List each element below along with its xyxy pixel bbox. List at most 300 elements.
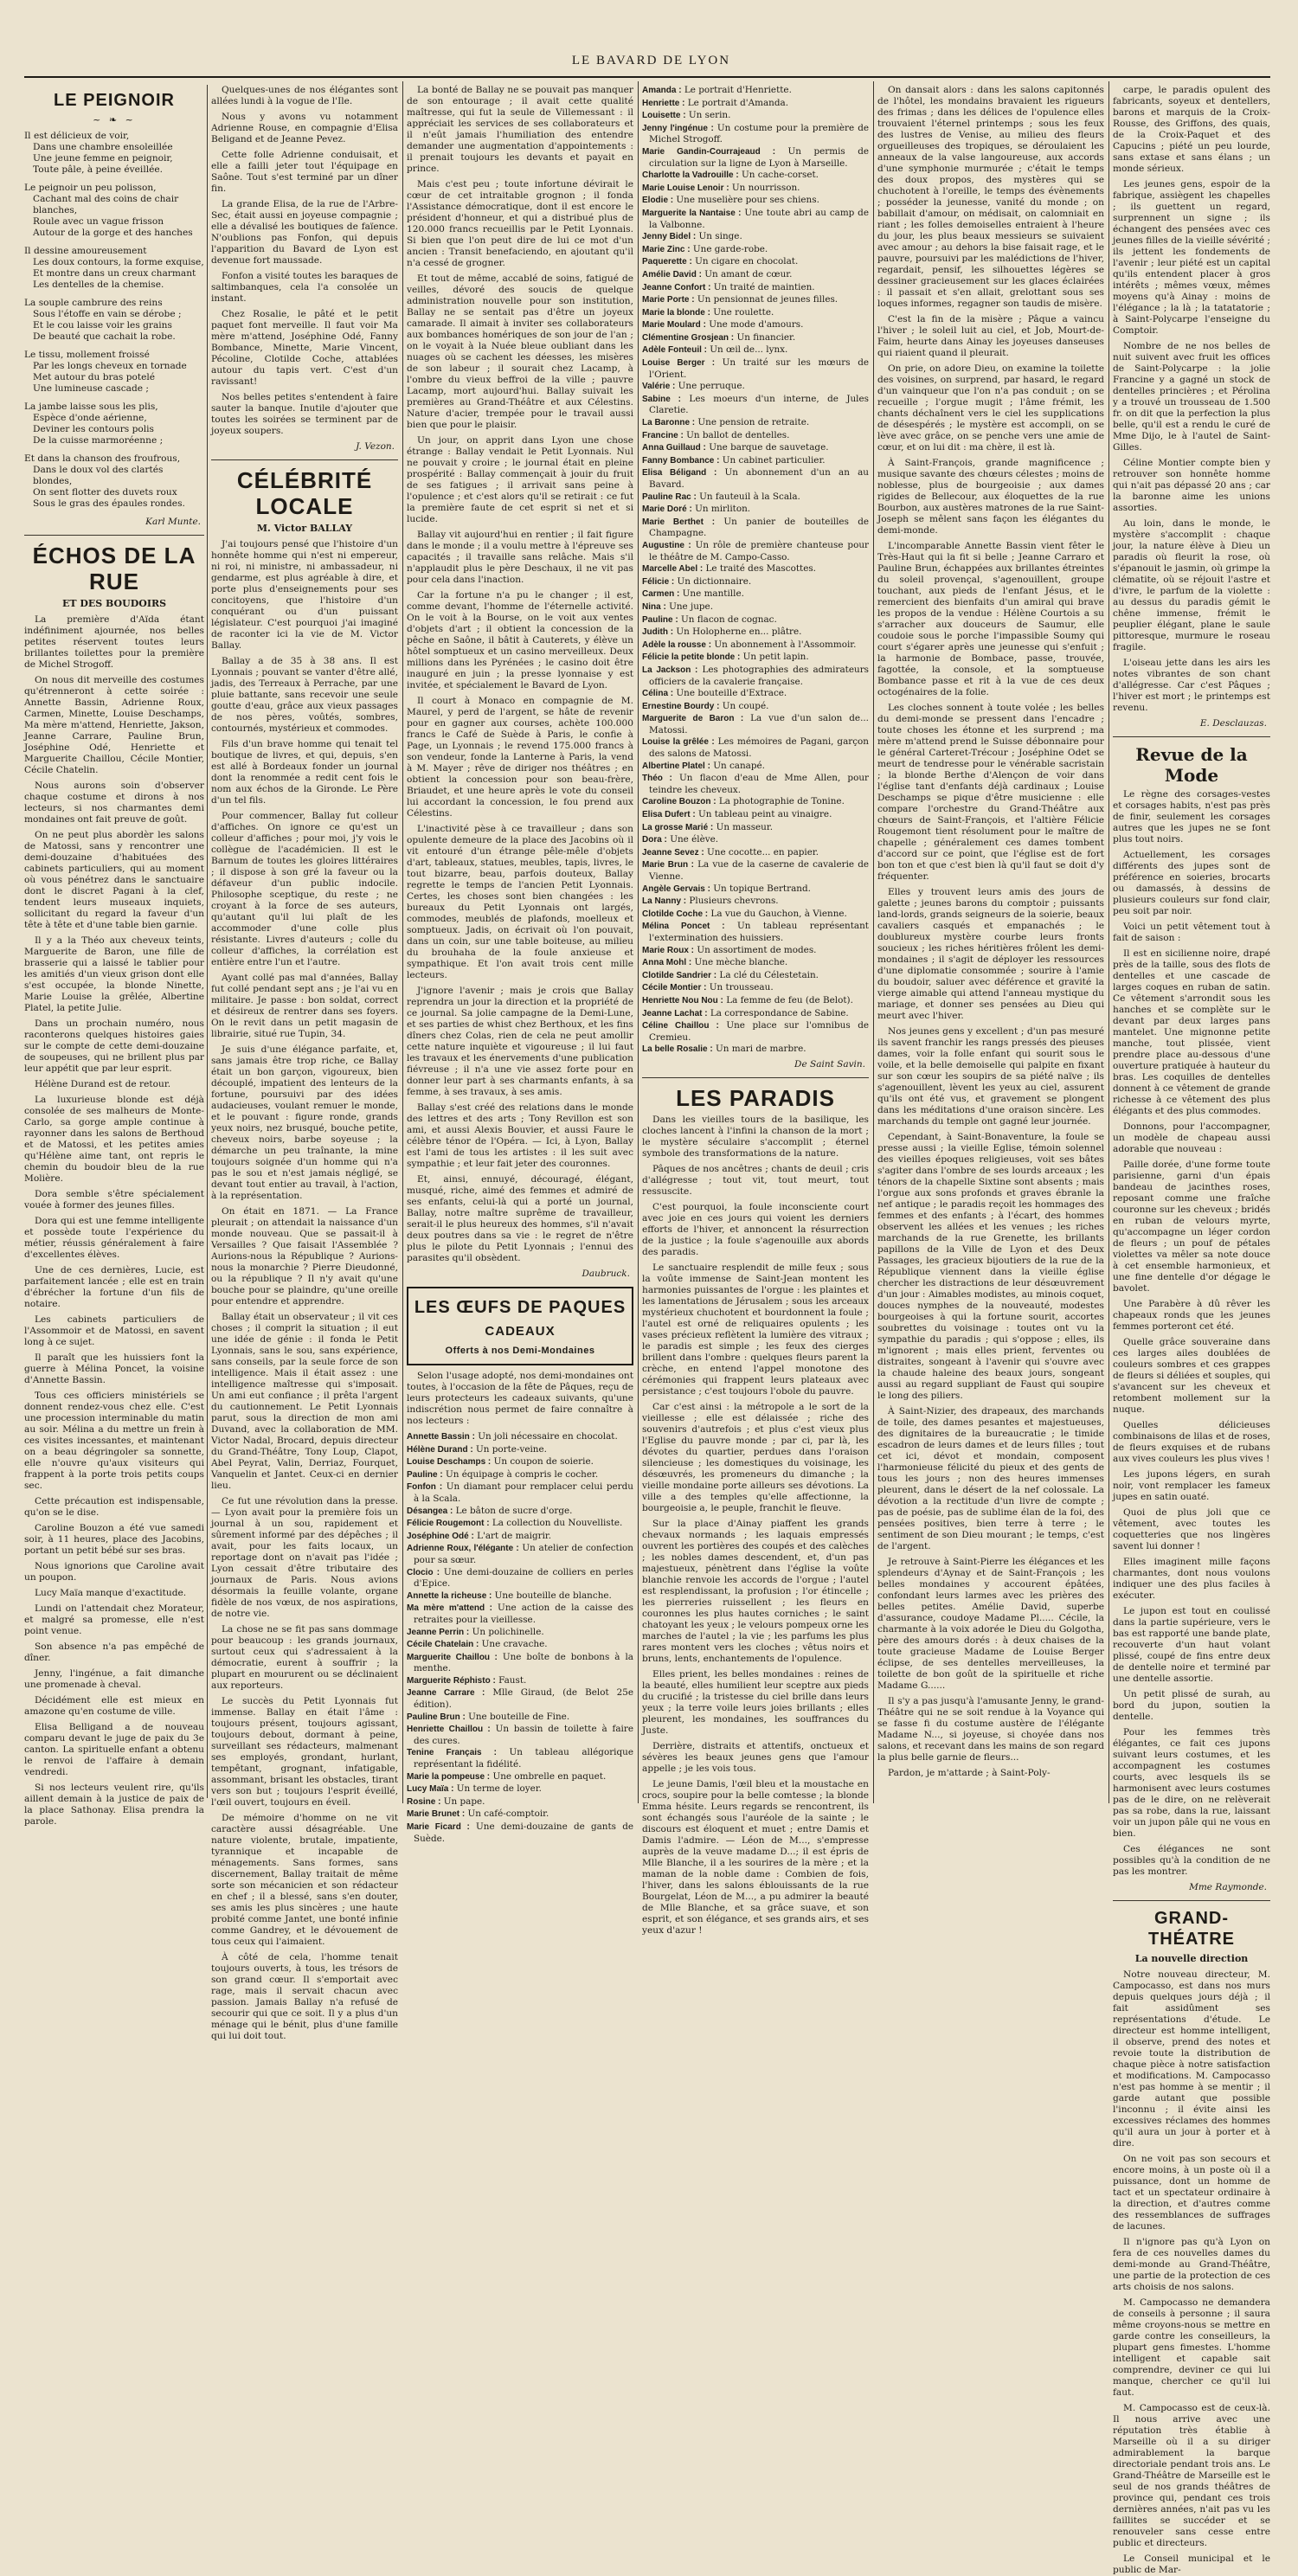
paragraph: Cette folle Adrienne conduisait, et elle a failli jeter tout l'équipage en Saône. Tout s'est terminé par un dîner fin.: [211, 150, 398, 194]
gift-description: Une jupe.: [665, 601, 714, 612]
paragraph: De mémoire d'homme on ne vit caractère aussi désagréable. Une nature violente, brutale, impatiente, tyrannique et incapable de ménagements. Sans formes, sans discernement, Ballay traitait de même sorte son mécanicien et son rédacteur en chef ; il a blessé, sans s'en douter, ses amis les plus sincères ; une haute probité comme Jantet, une bonté infinie comme Gandrey, et le dévouement de tous ceux qui l'aimaient.: [211, 1813, 398, 1947]
gift-description: Un abonnement d'un an au Bavard.: [649, 467, 869, 490]
paragraph: Le jeune Damis, l'œil bleu et la moustache en crocs, soupire pour la belle comtesse ; la blonde Emma hésite. Leurs regards se rencontrent, ils sont échangés sous l'auréole de la sainte ; le discours est éloquent et muet ; entre Damis et Damis l'admire. — Léon de M..., s'empresse auprès de la veuve madame D...; il est épris de Mlle Blanche, il a les sourires de la mère ; et la maman de la noble dame : Combien de fois, l'hiver, dans les salons éblouissants de la rue Bourgelat, Léon de M..., a pu admirer la beauté de Mlle Blanche, et sa grâce suave, et son esprit, et son élégance, et ses grands airs, et ses yeux d'azur !: [642, 1778, 869, 1936]
paragraph: Céline Montier compte bien y retrouver son honnête homme qui n'ait pas dépassé 20 ans ; car la baronne aime les unions assorties.: [1113, 458, 1270, 513]
paragraph: Les cabinets particuliers de l'Assommoir et de Matossi, en savent long à ce sujet.: [24, 1314, 204, 1347]
paragraph: Actuellement, les corsages différents des jupes sont de préférence en soieries, brocarts ou damassés, à dessins de plusieurs couleurs sur fond clair, peu soit par noir.: [1113, 850, 1270, 916]
paragraph: Jenny, l'ingénue, a fait dimanche une promenade à cheval.: [24, 1668, 204, 1690]
paragraph: Hélène Durand est de retour.: [35, 1079, 171, 1089]
gift-recipient: Augustine :: [642, 540, 691, 550]
gift-description: Le traité des Mascottes.: [703, 563, 816, 575]
gift-description: Une bouteille de blanche.: [492, 1590, 612, 1601]
gift-entry: [642, 146, 869, 169]
gift-recipient: Marguerite Chaillou :: [407, 1652, 498, 1662]
paragraph: Nous y avons vu notamment Adrienne Rouse, en compagnie d'Elisa Beligand et de Jeanne Pevez.: [211, 112, 398, 145]
paragraph: carpe, le paradis opulent des fabricants, soyeux et dentellers, barons et marquis de la Croix-Rousse, des Griffons, des quais, de la Croix-Paquet et des Capucins ; piété un peu lourde, sans extase et sans élans ; un monde sérieux.: [1113, 85, 1270, 174]
paragraph: Cependant, à Saint-Bonaventure, la foule se presse aussi ; la vieille Eglise, témoin solennel des vieilles époques religieuses, voit ses bâtes s'agiter dans l'ombre de ses lourds arceaux ; les ténors de la chapelle Sixtine sont absents ; mais l'orgue aux sons profonds et graves ébranle la nef antique ; le paradis reçoit les hommages des femmes et des enfants ; à l'écart, des hommes observent les allées et les venues ; les riches marchands de la rue Grenette, les brillants papillons de la Ville de Lyon et des Deux Passages, les gracieux bijoutiers de la rue de la République viennent dans la vieille église chercher les distractions de leur désœuvrement d'un jour : Aimables modistes, au minois coquet, douces nymphes de la nouveauté, modestes bourgeoises à qui la fortune sourit, accortes soubrettes du voisinage : toutes ont vu la sympathie du paradis ; qui s'oppose ; elles, ils m'ignorent ; mais elles prient, ferventes ou distraites, songeant à l'avenir qui s'ouvre avec la chaude haleine des beaux jours, songeant aussi au regard suppliant de Faust qui soupire le long des piliers.: [877, 1132, 1104, 1401]
gift-description: Un terme de loyer.: [453, 1783, 542, 1795]
gift-recipient: Elisa Béligand :: [642, 468, 717, 479]
gift-entry: [642, 504, 869, 516]
gift-entry: [642, 1008, 869, 1020]
gift-description: La clé du Célestetain.: [716, 969, 819, 980]
gift-recipient: Albertine Platel :: [642, 761, 710, 771]
gift-recipient: La Nanny :: [642, 896, 687, 907]
paragraph: Lundi on l'attendait chez Morateur, et malgré sa promesse, elle n'est point venue.: [24, 1603, 204, 1636]
gift-entry: [642, 982, 869, 994]
paragraph: Cette précaution est indispensable, qu'on se le dise.: [24, 1496, 204, 1518]
gift-recipient: Sabine :: [642, 394, 682, 404]
echos-subtitle: ET DES BOUDOIRS: [61, 598, 167, 609]
gift-recipient: Amélie David :: [642, 269, 702, 279]
gift-recipient: Joséphine Odé :: [407, 1531, 474, 1541]
gift-description: Une mèche blanche.: [691, 957, 788, 968]
gift-recipient: Louise Deschamps :: [407, 1457, 492, 1468]
paragraph: Il est en sicilienne noire, drapé près de la taille, sous des flots de dentelles et une cascade de larges coques en ruban de satin. Ce vêtement s'arrondit sous les hanches et se complète sur le devant par deux larges pans mantelet. Une mignonne petite manche, tout plissée, vient prendre place au-dessous d'une ouverture pratiquée à hauteur du bras. Les coquilles de dentelles donnent à ce vêtement de grande richesse à ce vêtement des plus élégants et des plus commodes.: [1113, 948, 1270, 1116]
poem-line: Les doux contours, la forme exquise,: [33, 257, 204, 267]
gift-description: Un traité de maintien.: [710, 281, 815, 292]
gift-entry: [642, 442, 869, 454]
oeufs-intro: Selon l'usage adopté, nos demi-mondaines ont toutes, à l'occasion de la fête de Pâques, reçu de leurs protecteurs les cadeaux suivants, qu'une indiscrétion nous permet de faire connaître à nos lecteurs :: [407, 1371, 633, 1426]
paragraph: Quelques-unes de nos élégantes sont allées lundi à la vogue de l'Ile.: [211, 85, 398, 106]
gift-description: Une roulette.: [710, 306, 774, 318]
vacances-signature: J. Vezon.: [356, 441, 395, 452]
gift-entry: [407, 1796, 633, 1808]
poem-line: Une lumineuse cascade ;: [33, 383, 149, 394]
gift-description: Un trousseau.: [706, 982, 774, 993]
paradis-signature: E. Desclauzas.: [1199, 718, 1267, 729]
paragraph: J'ignore l'avenir ; mais je crois que Ballay reprendra un jour la direction et la propriété de ce journal. Sa jolie campagne de la Demi-Lune, et ses parties de whist chez Berthoux, et les fins dîners chez Colas, rien de cela ne peut amollir cette nature inquiète et vigoureuse ; il lui faut les travaux et les énervements d'une publication fiévreuse ; il n'a une vie assez forte pour en donner leur part à ses charmants enfants, à sa femme, à ses travaux, à ses amis.: [407, 986, 633, 1097]
paragraph: Elisa Belligand a de nouveau comparu devant le juge de paix du 3e canton. La spirituelle enfant a obtenu le renvoi de l'affaire à demain vendredi.: [24, 1722, 204, 1777]
gift-entry: [642, 701, 869, 713]
paragraph: Il n'ignore pas qu'à Lyon on fera de ces nouvelles dames du demi-monde au Grand-Théâtre, une partie de la protection de ces arts choisis de nos salons.: [1113, 2237, 1270, 2292]
paragraph: Ballay vit aujourd'hui en rentier ; il fait figure dans le monde ; il a voulu mettre à l'épreuve ses capacités ; il travaille sans relâche. Mais s'il n'applaudit plus le père Deschaux, il ne vit pas pour cela dans l'inaction.: [407, 530, 633, 585]
gift-recipient: Louise Berger :: [642, 358, 716, 369]
gift-recipient: Marie Gandin-Courrajeaud :: [642, 146, 776, 157]
gift-description: Le portrait d'Amanda.: [684, 97, 789, 108]
paragraph: On dansait alors : dans les salons capitonnés de l'hôtel, les mondains bravaient les rigueurs des frimas ; dans les délices de l'opulence elles trouvaient l'éternel printemps ; sous les feux des lustres de Venise, au milieu des fleurs orgueilleuses des tropiques, se déroulaient les anneaux de la valse langoureuse, aux accords d'une symphonie murmurée ; c'était le temps des doux propos, des mystères qui se chuchotent à l'oreille, le temps des évènements ; posséder la jeunesse, vanité du monde ; on babillait d'amour, on médisait, on calomniait en riant ; les folles demoiselles entraient à l'heure du jour, les plus beaux messieurs se suivaient avec amour ; au dehors la bise faisait rage, et le pauvre, poursuivi par les malédictions de l'hiver, regardait, pensif, les silhouettes légères se dessiner gracieusement sur les glaces éclairées : il passait et s'en allait, grelottant sous ses loques informes, regagner son taudis de misère.: [877, 85, 1104, 309]
poem-line: Par les longs cheveux en tornade: [33, 361, 187, 371]
gift-entry: [642, 319, 869, 331]
divider: [211, 459, 398, 460]
paradis-lead-out: Pardon, je m'attarde ; à Saint-Poly-: [888, 1768, 1051, 1778]
gift-recipient: Marie Louise Lenoir :: [642, 183, 729, 193]
gift-recipient: Marie Doré :: [642, 504, 692, 515]
vacances-body: [211, 85, 398, 437]
celebrite-signature: Daubruck.: [582, 1269, 630, 1279]
gift-description: La vue de la caserne de cavalerie de Vienne.: [649, 859, 869, 882]
paragraph: Ayant collé pas mal d'années, Ballay fut collé pendant sept ans ; je l'ai vu en militaire. Je passe : bon soldat, correct et désireux de rentrer dans ses foyers. On le revit dans un petit magasin de librairie, situé rue Tupin, 34.: [211, 973, 398, 1039]
gift-recipient: Hélène Durand :: [407, 1444, 473, 1455]
gift-recipient: Jeanne Perrin :: [407, 1627, 470, 1637]
gift-recipient: Charlotte la Vadrouille :: [642, 170, 739, 181]
gift-entry: [642, 970, 869, 982]
gift-entry: [642, 256, 869, 268]
gift-recipient: Henriette Chaillou :: [407, 1725, 491, 1735]
gift-entry: [642, 809, 869, 821]
gift-recipient: Fanny Bombance :: [642, 455, 720, 466]
oeufs-gift-list: [407, 1431, 633, 1844]
oeufs-header-frame: [407, 1287, 633, 1365]
poem-line: Une jeune femme en peignoir,: [33, 153, 173, 164]
gift-recipient: Désangea :: [407, 1506, 453, 1516]
gift-entry: [642, 467, 869, 490]
gift-recipient: Marie Roux :: [642, 945, 695, 955]
gift-recipient: Louisette :: [642, 111, 686, 121]
gift-entry: [642, 231, 869, 243]
paragraph: Car c'est ainsi : la métropole a le sort de la vieillesse ; elle est délaissée ; riche des souvenirs d'autrefois ; et plus c'est vieux plus l'Eglise du pauvre monde ; par ci, par là, les dévotes du quartier, perdues dans l'oraison silencieuse ; les domestiques du voisinage, les désœuvrés, les promeneurs du dimanche ; la vieille mondaine porte ailleurs ses dévotions. La ville a des temples qu'elle affectionne, la bourgeoisie a, le peuple, franchit le fleuve.: [642, 1401, 869, 1513]
gift-recipient: Annette la richeuse :: [407, 1590, 492, 1601]
paragraph: Tous ces officiers ministériels se donnent rendez-vous chez elle. C'est une procession interminable du matin au soir. Mélina a du mettre un frein à ces visites incessantes, et maintenant on a beau dégringoler sa sonnette, elle n'ouvre qu'aux visiteurs qui frappent à la porte trois petits coups sec.: [24, 1391, 204, 1491]
gift-recipient: Elodie :: [642, 196, 674, 206]
gift-entry: [407, 1724, 633, 1746]
poem-line: Roule avec un vague frisson: [33, 216, 164, 227]
gift-entry: [642, 357, 869, 380]
gift-recipient: Marie Berthet :: [642, 517, 716, 527]
gift-entry: [642, 282, 869, 294]
poem-line: Cachant mal des coins de chair blanches,: [33, 194, 179, 215]
gift-entry: [642, 945, 869, 957]
gift-description: Une demi-douzaine de colliers en perles d'Epice.: [414, 1566, 633, 1590]
gift-recipient: Pauline :: [642, 614, 678, 625]
gift-recipient: Pauline Rac :: [642, 491, 697, 502]
gift-description: Un coupé.: [719, 700, 769, 711]
gift-description: Une muselière pour ses chiens.: [673, 195, 819, 206]
mode-signature: Mme Raymonde.: [1189, 1882, 1267, 1892]
gift-recipient: Mélina Poncet :: [642, 922, 725, 932]
gift-entry: [642, 883, 869, 896]
gift-description: Un café-comptoir.: [465, 1808, 549, 1820]
gift-recipient: Cécile Montier :: [642, 983, 707, 993]
gift-recipient: La Baronne :: [642, 418, 696, 428]
gift-description: Un nourrisson.: [729, 182, 800, 193]
paragraph: Un petit plissé de surah, au bord du jupon, soutien la dentelle.: [1113, 1689, 1270, 1722]
oeufs-subtitle-2: Offerts à nos Demi-Mondaines: [445, 1346, 595, 1356]
gift-entry: [642, 307, 869, 319]
gift-entry: [642, 430, 869, 442]
gift-recipient: Dora :: [642, 835, 667, 845]
gift-recipient: Jenny l'ingénue :: [642, 123, 714, 133]
poem-line: Les dentelles de la chemise.: [33, 279, 164, 290]
paragraph: Quelle grâce souveraine dans ces larges ailes doublées de couleurs sombres et ces grappes de fleurs si déliées et souples, qui s'avancent sur les cheveux et retombent mollement sur la nuque.: [1113, 1337, 1270, 1415]
paragraph: Je retrouve à Saint-Pierre les élégances et les splendeurs d'Aynay et de Saint-François ; les belles mondaines y accourent épâtées, confondant leurs larmes avec les prières des belles petites. Amélie David, superbe d'assurance, coudoye Madame Pl..... Cécile, la charmante à la voix adorée le Dieu du Golgotha, père des amours dorés : à deux chaises de la toute gracieuse Madame de Louise Berger éclipse, de ses dentelles merveilleuses, la toilette de bon goût de la spirituelle et riche Madame G......: [877, 1557, 1104, 1691]
paragraph: À Saint-Nizier, des drapeaux, des marchands de toile, des dames pesantes et majestueuses, des dignitaires de la bureaucratie ; le timide escadron de leurs dames et de leurs filles ; tout cet ici, dévot et mondain, composent l'harmonieuse félicité du pieux et des gents de tous les jours ; non des heures immenses pleurent, dans le désert de la nef colossale. La dévotion a la rectitude d'un livre de compte ; pas de poésie, pas de sublime élan de la foi, des pensées positives, bien terre à terre ; le sentiment de son Dieu mourant ; le temps, c'est de l'argent.: [877, 1406, 1104, 1551]
paragraph: Elles y trouvent leurs amis des jours de galette ; jeunes barons du comptoir ; puissants land-lords, grands seigneurs de la soierie, beaux cavaliers casqués et empanachés ; le doublureux mystère courbe leurs fronts soucieux ; les riches héritières frôlent les demi-mondaines ; il s'agit de déployer les ressources d'une diplomatie consommée ; sourire à l'amie du boudoir, saluer avec déférence et gravité la vierge aimable qui attend l'anneau mystique du mariage, et donner ses pensées au Dieu qui meurt avec l'hiver.: [877, 887, 1104, 1021]
peignoir-poem: [24, 131, 204, 510]
gift-description: Un pape.: [440, 1795, 485, 1807]
paragraph: Donnons, pour l'accompagner, un modèle de chapeau aussi adorable que nouveau :: [1113, 1121, 1270, 1154]
gift-entry: [642, 665, 869, 687]
poem-line: Et montre dans un creux charmant: [33, 268, 196, 279]
gift-description: Un cabinet particulier.: [719, 454, 826, 466]
paragraph: Lucy Maïa manque d'exactitude.: [35, 1588, 187, 1598]
paragraph: Car la fortune n'a pu le changer ; il est, comme devant, l'homme de l'éternelle activité. On le voit à la Bourse, on le voit aux ventes d'objets d'art ; il obtient la concession de la pêche en Saône, il bâtit à Cauterets, y élève un hôtel somptueux et un casino merveilleux. Deux millions dans les Pyrénées ; le casino doit être inauguré en juin ; la presse lyonnaise y est invitée, et spécialement le Bavard de Lyon.: [407, 590, 633, 691]
gift-description: Un permis de circulation sur la ligne de Lyon à Marseille.: [649, 145, 870, 169]
poem-stanza: [24, 246, 204, 291]
gift-entry: [642, 195, 869, 207]
gift-description: Une place sur l'omnibus de Cremieu.: [649, 1020, 869, 1043]
poem-line: Met autour du bras potelé: [33, 372, 156, 382]
gift-description: La femme de feu (de Belot).: [723, 994, 853, 1005]
gift-entry: [407, 1687, 633, 1710]
gift-entry: [642, 822, 869, 834]
echos-body: [24, 614, 204, 1828]
gift-recipient: Elisa Dufert :: [642, 810, 696, 820]
gift-recipient: Ernestine Bourdy :: [642, 701, 720, 711]
paragraph: Si nos lecteurs veulent rire, qu'ils aillent demain à la justice de paix de la place Sathonay. Elisa prendra la parole.: [24, 1783, 204, 1827]
divider: [1113, 736, 1270, 737]
poem-stanza: [24, 453, 204, 510]
gift-entry: [642, 491, 869, 504]
gift-entry: [642, 110, 869, 122]
column-1-left: [24, 85, 204, 1832]
poem-line: La jambe laisse sous les plis,: [24, 401, 158, 412]
gift-description: Un assortiment de modes.: [694, 944, 817, 955]
paragraph: Pour les femmes très élégantes, ce fait ces jupons suivant leurs costumes, et les accompagnent les costumes courts, avec lesquels ils se harmonisent avec leurs costumes pas de le dire, on ne relèverait pas sa robe, dans la rue, laissant voir un jupon pâle qui ne vous en bien.: [1113, 1727, 1270, 1839]
gift-entry: [407, 1712, 633, 1724]
poem-stanza: [24, 183, 204, 239]
gift-recipient: Marguerite de Baron :: [642, 714, 744, 724]
theatre-body: [1113, 1969, 1270, 2576]
gift-recipient: Adrienne Roux, l'élégante :: [407, 1544, 519, 1554]
celebrite-body: [211, 539, 398, 2042]
gift-recipient: La belle Rosalie :: [642, 1044, 713, 1055]
poem-line: La souple cambrure des reins: [24, 298, 163, 308]
paragraph: À Saint-François, grande magnificence ; musique savante des chœurs célestes ; moins de noblesse, plus de bourgeoisie ; aux dames rigides de Bellecour, aux éloquettes de la rue Bourbon, aux austères matrones de la rue Saint-Joseph se mêlent sans façon les élégantes du demi-monde.: [877, 458, 1104, 536]
gift-recipient: Jeanne Carrare :: [407, 1688, 485, 1699]
paragraph: Une de ces dernières, Lucie, est parfaitement lancée ; elle est en train d'ébrécher la fortune d'un fils de notaire.: [24, 1265, 204, 1309]
oeufs-title: LES ŒUFS DE PAQUES: [414, 1298, 627, 1317]
gift-entry: [642, 688, 869, 700]
gift-recipient: Adèle Fonteuil :: [642, 345, 707, 356]
gift-entry: [407, 1531, 633, 1543]
gift-description: Un topique Bertrand.: [710, 883, 811, 894]
paragraph: C'est pourquoi, la foule inconsciente court avec joie en ces jours qui voient les derniers efforts de l'hiver, et annoncent la résurrection de la justice ; la foule s'agenouille aux abords des paradis.: [642, 1201, 869, 1257]
gift-description: La photographie de Tonine.: [716, 796, 845, 807]
gift-description: Un atelier de confection pour sa sœur.: [414, 1543, 633, 1565]
peignoir-signature: Karl Munte.: [145, 517, 201, 527]
column-rule: [402, 81, 403, 1803]
paragraph: L'oiseau jette dans les airs les notes vibrantes de son chant d'allégresse. Car c'est Pâques ; l'hiver est mort ; le printemps est revenu.: [1113, 658, 1270, 713]
gift-entry: [642, 294, 869, 306]
gift-entry: [642, 652, 869, 664]
gift-entry: [642, 563, 869, 575]
celebrite-title: CÉLÉBRITÉ LOCALE: [236, 467, 373, 519]
paragraph: Elles prient, les belles mondaines : reines de la beauté, elles humilient leur sceptre aux pieds du crucifié ; la tristesse du ciel brille dans leurs yeux ; la terre voile leurs joies brillants ; elles pleurent, les mondaines, les souffrances du Juste.: [642, 1668, 869, 1736]
paragraph: L'inactivité pèse à ce travailleur ; dans son opulente demeure de la place des Jacobins où il vit entouré d'un étrange pêle-mêle d'objets d'art, tableaux, statues, meubles, tapis, livres, le tout bizarre, beau, parfois douteux, Ballay regrette le temps de l'ancien Petit Lyonnais. Certes, les choses sont bien changées : les bureaux du Petit Lyonnais ont largés, commodes, meublés de plafonds, moelleux et somptueux. Jadis, on écrivait où l'on pouvait, dans un coin, sur une table boiteuse, au milieu du brouhaha de la foule anxieuse et sympathique. Et l'on avait trois cent mille lecteurs.: [407, 824, 633, 980]
gift-description: L'art de maigrir.: [473, 1530, 552, 1541]
paragraph: Et tout de même, accablé de soins, fatigué de veilles, dévoré des soucis de quelque administration nouvelle pour son institution, Ballay ne se sentait pas d'être un joyeux camarade. Il aimait à inviter ses collaborateurs aux bombances homériques de son jour de l'an ; on le voyait à la Nuée bleue oubliant dans les nuages où se cachent les déesses, les misères de son labeur ; il sourait chez Lacamp, à l'ombre du vieux beffroi de la ville ; pauvre Lacamp, mort aujourd'hui. Ballay suivait les premières au Grand-Théâtre et aux Célestins. Nature d'acier, trempée pour le travail aussi bien que pour le plaisir.: [407, 273, 633, 430]
gift-recipient: Jenny Bidel :: [642, 232, 697, 242]
poem-line: Le peignoir un peu polisson,: [24, 183, 157, 193]
poem-line: On sent flotter des duvets roux: [33, 487, 177, 498]
gift-recipient: Cécile Chatelain :: [407, 1640, 479, 1650]
poem-line: De la cuisse marmoréenne ;: [33, 435, 164, 446]
paragraph: Ce fut une révolution dans la presse. — Lyon avait pour la première fois un journal à un sou, rapidement et sûrement informé par des dépêches ; il avait, pour les faits locaux, un reportage dont on n'avait pas l'idée ; Lyon cessait d'être tributaire des journaux de Paris. Nous avions désormais la feuille volante, organe fidèle de nos vœux, de nos aspirations, de notre vie.: [211, 1496, 398, 1619]
gift-entry: [642, 85, 869, 97]
column-rule: [207, 85, 208, 1798]
poem-stanza: [24, 298, 204, 343]
gift-description: Un masseur.: [713, 821, 774, 832]
column-2: [407, 85, 634, 1844]
column-rule: [873, 81, 874, 1803]
gift-recipient: Jeanne Lachat :: [642, 1008, 708, 1018]
gift-description: Une bouteille d'Extrace.: [673, 688, 787, 699]
gift-recipient: Anna Guillaud :: [642, 443, 706, 453]
paragraph: Dans les vieilles tours de la basilique, les cloches lancent à l'infini la chanson de la mort ; le mystère séculaire s'accomplit ; éternel symbole des transformations de la nature.: [642, 1114, 869, 1159]
paradis-body: [642, 1115, 869, 1937]
gift-entry: [642, 208, 869, 230]
gift-description: Une boîte de bonbons à la menthe.: [414, 1651, 634, 1674]
gift-entry: [642, 269, 869, 281]
paragraph: La luxurieuse blonde est déjà consolée de ses malheurs de Monte-Carlo, sa gorge ample continue à rayonner dans les salons de Berthoud et de Matossi, et les petites amies qu'Hélène aime tant, ont repris le chemin du boudoir bleu de la rue Molière.: [24, 1095, 204, 1184]
gift-entry: [642, 761, 869, 773]
gift-description: Une ombrelle en paquet.: [490, 1770, 607, 1782]
paragraph: Le Conseil municipal et le public de Mar-: [1113, 2554, 1270, 2575]
gift-description: Un flacon d'eau de Mme Allen, pour teindre les cheveux.: [649, 773, 870, 795]
gift-entry: [642, 381, 869, 393]
paragraph: La première d'Aïda étant indéfiniment ajournée, nos belles petites réservent toutes leurs brillantes toilettes pour la première de Michel Strogoff.: [24, 614, 204, 670]
gift-description: Une demi-douzaine de gants de Suède.: [414, 1821, 633, 1844]
gift-entry: [642, 417, 869, 429]
gift-entry: [642, 183, 869, 195]
paragraph: La grande Elisa, de la rue de l'Arbre-Sec, était aussi en joyeuse compagnie ; elle a dévalisé les boutiques de faïence. N'oublions pas Fonfon, qui depuis l'apparition du Bavard de Lyon est devenue fort maussade.: [211, 199, 398, 266]
paragraph: Dora semble s'être spécialement vouée à former des jeunes filles.: [24, 1189, 204, 1211]
paragraph: Caroline Bouzon a été vue samedi soir, à 11 heures, place des Jacobins, portant un petit bébé sur ses bras.: [24, 1523, 204, 1556]
gift-entry: [642, 859, 869, 882]
gift-recipient: Célina :: [642, 689, 674, 699]
gift-description: Les moeurs d'un interne, de Jules Claretie.: [649, 393, 869, 416]
gift-description: Un œil de... lynx.: [707, 344, 788, 356]
poem-line: Et le cou laisse voir les grains: [33, 320, 172, 331]
gift-recipient: Marie Brun :: [642, 860, 694, 870]
column-4: [877, 85, 1104, 1798]
celebrite-subtitle: M. Victor BALLAY: [256, 523, 353, 534]
gift-entry: [407, 1456, 633, 1468]
paragraph: Un jour, on apprit dans Lyon une chose étrange : Ballay vendait le Petit Lyonnais. Nul ne pouvait y croire ; le journal était en pleine prospérité : Ballay commençait à jouir du fruit de ses fatigues ; il arrivait sans peine à l'opulence ; et c'est alors qu'il se retirait : ce fut la première faute de cet esprit si net et si lucide.: [407, 435, 633, 524]
poem-line: Sous l'étoffe en vain se dérobe ;: [33, 309, 182, 319]
paragraph: Une Parabère à dû rêver les chapeaux ronds que les jeunes femmes porteront cet été.: [1113, 1299, 1270, 1332]
gifts-signature: De Saint Savin.: [794, 1058, 865, 1070]
gift-entry: [642, 639, 869, 652]
paragraph: Il y a la Théo aux cheveux teints, Marguerite de Baron, une fille de brasserie qui a laissé le tablier pour les amitiés d'un vieux grison dont elle s'est occupée, la blonde Ninette, Marie Louise la grêlée, Albertine Platel, la petite Julie.: [24, 935, 204, 1013]
gift-recipient: Nina :: [642, 601, 666, 612]
gift-entry: [407, 1590, 633, 1603]
gift-description: Un tableau allégorique représentant la fidélité.: [414, 1747, 633, 1770]
gift-recipient: Marie Ficard :: [407, 1822, 470, 1832]
mode-body: [1113, 789, 1270, 1878]
paragraph: L'incomparable Annette Bassin vient fêter le Très-Haut qui la fit si belle ; Jeanne Carraro et Pauline Brun, échappées aux brillantes étreintes du soleil provençal, s'agenouillent, groupe touchant, aux pieds de l'enfant Jésus, et le remercient des bienfaits d'un amiral qui brave les propos de la vendue : Hélène Courtois a su s'arracher aux douceurs de Saumur, elle coudoie sous le porche l'impassible Soumy qui court s'égarer après une jeunesse qui s'enfuit ; la harmonie de Bombace, passe, trouvée, fagottée, la console, et la somptueuse Bombance passe et rit à la vue de ces deux octogénaires de la folie.: [877, 541, 1104, 697]
gift-recipient: Francine :: [642, 430, 684, 440]
gift-recipient: Anna Mohl :: [642, 958, 692, 968]
gift-recipient: Valérie :: [642, 382, 676, 392]
gift-recipient: Henriette :: [642, 98, 685, 108]
paragraph: Dora qui est une femme intelligente et possède toute l'expérience du métier, réussis généralement à faire d'excellentes élèves.: [24, 1216, 204, 1260]
gift-description: Un bassin de toilette à faire des cures.: [414, 1724, 633, 1746]
paragraph: Il court à Monaco en compagnie de M. Maurel, y perd de l'argent, se hâte de revenir pour en gagner aux courses, achète 100.000 francs le Café de Suède à Paris, le confie à Page, un Lyonnais ; le revend 175.000 francs à son vendeur, fonde la Lanterne à Paris, la vend à M. Mayer ; rêve de diriger nos théâtres ; en obtient la concession pour son beau-frère, Briaudet, et une heure après le vote du conseil lui accordant la concession, le fou prend aux Célestins.: [407, 696, 633, 819]
gift-description: Un amant de cœur.: [701, 268, 793, 279]
gift-description: Une bouteille de Fine.: [465, 1711, 570, 1722]
gift-recipient: Marie Zinc :: [642, 244, 691, 254]
gift-recipient: Judith :: [642, 627, 674, 638]
gift-recipient: Marguerite Réphisto :: [407, 1675, 496, 1686]
gift-entry: [642, 601, 869, 613]
gift-entry: [642, 909, 869, 921]
gift-recipient: Amanda :: [642, 86, 682, 95]
paragraph: Notre nouveau directeur, M. Campocasso, est dans nos murs depuis quelques jours déjà ; il fait assidûment ses représentations d'étude. Le directeur est homme intelligent, il observe, prend des notes et revoie toute la distribution de chaque pièce à notre satisfaction et modifications. M. Campocasso n'est pas homme à se mentir ; il garde autant que possible l'inconnu ; il évite ainsi les excessives réclames des hommes qu'il aura un jour à porter et à dire.: [1113, 1969, 1270, 2149]
poem-line: Et dans la chanson des froufrous,: [24, 453, 181, 464]
gift-recipient: La Jackson :: [642, 665, 698, 675]
gift-entry: [642, 394, 869, 416]
paragraph: On ne voit pas son secours et encore moins, à un poste où il a puissance, dont un homme de tact et un spectateur ordinaire à la direction, et d'autres comme des ressemblances de suffrages de lacunes.: [1113, 2154, 1270, 2232]
gift-description: Un tableau peint au vinaigre.: [695, 809, 832, 820]
paragraph: Mais c'est peu ; toute infortune dévirait le cœur de cet intraitable grognon ; il fonda l'Assistance démocratique, dont il est encore le président d'honneur, et qui a distribué plus de 120.000 francs recueillis par le Petit Lyonnais. Si bien que l'on peut dire de lui ce mot d'un ancien : Transit benefaciendo, en ajoutant qu'il n'a cessé de grogner.: [407, 179, 633, 268]
gift-recipient: Tenine Français :: [407, 1748, 497, 1758]
gift-entry: [407, 1431, 633, 1443]
poem-line: Toute pâle, à peine éveillée.: [33, 164, 164, 175]
gift-recipient: Félicie la petite blonde :: [642, 652, 741, 663]
column-1: [24, 85, 398, 2041]
paragraph: Son absence n'a pas empêché de dîner.: [24, 1641, 204, 1663]
gift-entry: [642, 170, 869, 182]
paragraph: M. Campocasso ne demandera de conseils à personne ; il saura même croyons-nous se mettre en garde contre les conseilleurs, la plupart gens fimestes. L'homme intelligent et capable sait comprendre, deviner ce qui lui manque, chercher ce qu'il lui faut.: [1113, 2297, 1270, 2398]
gift-recipient: Angèle Gervais :: [642, 883, 710, 894]
gift-description: Un dictionnaire.: [674, 575, 752, 587]
gift-description: Un abonnement à l'Assommoir.: [711, 639, 857, 650]
gift-description: Une mantille.: [679, 588, 744, 600]
echos-title: ÉCHOS DE LA RUE: [32, 543, 196, 594]
gift-description: Un singe.: [696, 231, 742, 242]
gift-entry: [407, 1603, 633, 1625]
gift-entry: [407, 1543, 633, 1565]
divider: [642, 1077, 869, 1078]
paragraph: Ballay était un observateur ; il vit ces choses ; il comprit la situation ; il eut une idée de génie : il fonda le Petit Lyonnais, sans le sou, sans expérience, sans conseils, par la seule force de son intelligence. Mais il était assez : une intelligence maîtresse qui s'imposait. Un ami eut confiance ; il prêta l'argent du cautionnement. Le Petit Lyonnais parut, sous la direction de mon ami Duvand, avec la collaboration de MM. Victor Nadal, Brocard, depuis directeur du Grand-Théâtre, Tony Loup, Clapot, Abel Peyrat, Valin, Derriaz, Fourquet, Vanquelin et Jantet. Ceux-ci en dernier lieu.: [211, 1312, 398, 1491]
gift-entry: [642, 344, 869, 357]
gift-description: Un pensionnat de jeunes filles.: [694, 294, 839, 305]
gift-entry: [642, 847, 869, 859]
paragraph: Derrière, distraits et attentifs, onctueux et sévères les beaux jeunes gens que l'amour appelle ; je les vois tous.: [642, 1740, 869, 1774]
gift-description: La vue du Gauchon, à Vienne.: [708, 908, 847, 919]
column-rule: [1108, 81, 1109, 1803]
gift-entry: [642, 123, 869, 145]
gift-recipient: Ma mère m'attend :: [407, 1603, 492, 1614]
gift-entry: [642, 1044, 869, 1056]
gift-recipient: Clocio :: [407, 1567, 440, 1577]
paragraph: Voici un petit vêtement tout à fait de saison :: [1113, 922, 1270, 943]
column-1-right: [211, 85, 398, 2046]
poem-stanza: [24, 131, 204, 176]
paragraph: M. Campocasso est de ceux-là. Il nous arrive avec une réputation très établie à Marseille où il a su diriger admirablement la barque directoriale pendant trois ans. Le Grand-Théâtre de Marseille est le seul de nos grands théâtres de province qui, pendant ces trois dernières années, n'ait pas vu les faillites se succéder et se renouveler sans cesse entre public et directeurs.: [1113, 2403, 1270, 2548]
gift-description: Un ballot de dentelles.: [683, 429, 790, 440]
theatre-title: GRAND-THÉATRE: [1148, 1909, 1235, 1949]
gift-entry: [642, 957, 869, 969]
peignoir-title: LE PEIGNOIR: [54, 91, 175, 110]
paragraph: Nombre de ne nos belles de nuit suivent avec fruit les offices de Saint-Polycarpe : la jolie Francine y a gagné un stock de dentelles princières ; et Pérolina y a trouvé un trousseau de 1.500 fr. on dit que la perfection la plus belle, qu'il est a rendu le curé de Mme Dijo, le à l'autel de Saint-Gilles.: [1113, 341, 1270, 453]
paragraph: On ne peut plus abordèr les salons de Matossi, sans y rencontrer une demi-douzaine d'habituées des cabinets particuliers, qui au moment où vous pénétrez dans le sanctuaire dont le discret Pagani à la clef, tendent leurs museaux inquiets, sollicitant du regard la faveur d'un tête à tête et d'une table bien garnie.: [24, 830, 204, 930]
paragraph: Il paraît que les huissiers font la guerre à Mélina Poncet, la voisine d'Annette Bassin.: [24, 1352, 204, 1385]
poem-line: Le tissu, mollement froissé: [24, 350, 150, 360]
gift-description: Un financier.: [734, 331, 796, 343]
gift-recipient: Marie Moulard :: [642, 320, 706, 331]
gift-description: Un traité sur les mœurs de l'Orient.: [649, 357, 870, 380]
gift-list-continued: [642, 85, 869, 1056]
paragraph: Sur la place d'Ainay piaffent les grands chevaux normands ; les laquais empressés ouvrent les portières des coupés et des calèches ; les nobles dames descendent, et, d'un pas majestueux, pénètrent dans l'église la voûte blanchie renvoie les accords de l'orgue ; l'autel est resplendissant, la profusion ; l'or étincelle ; les pierreries ruissellent ; les fleurs en couronnes les plus hautes corniches ; le saint chatoyant les yeux ; le velours pompeux orne les marches de l'autel ; la vie ; les parfums les plus rares montent vers les cloches ; vêtus noirs et bruns, lents, enchantements de l'opulence.: [642, 1518, 869, 1664]
gift-description: Un flacon de cognac.: [678, 613, 777, 625]
oeufs-subtitle: CADEAUX: [485, 1324, 556, 1339]
gift-entry: [642, 834, 869, 846]
divider: [1113, 1900, 1270, 1901]
gift-description: Une action de la caisse des retraites pour la vieillesse.: [414, 1603, 633, 1625]
gift-description: Mlle Giraud, (de Belot 25e édition).: [414, 1687, 633, 1711]
